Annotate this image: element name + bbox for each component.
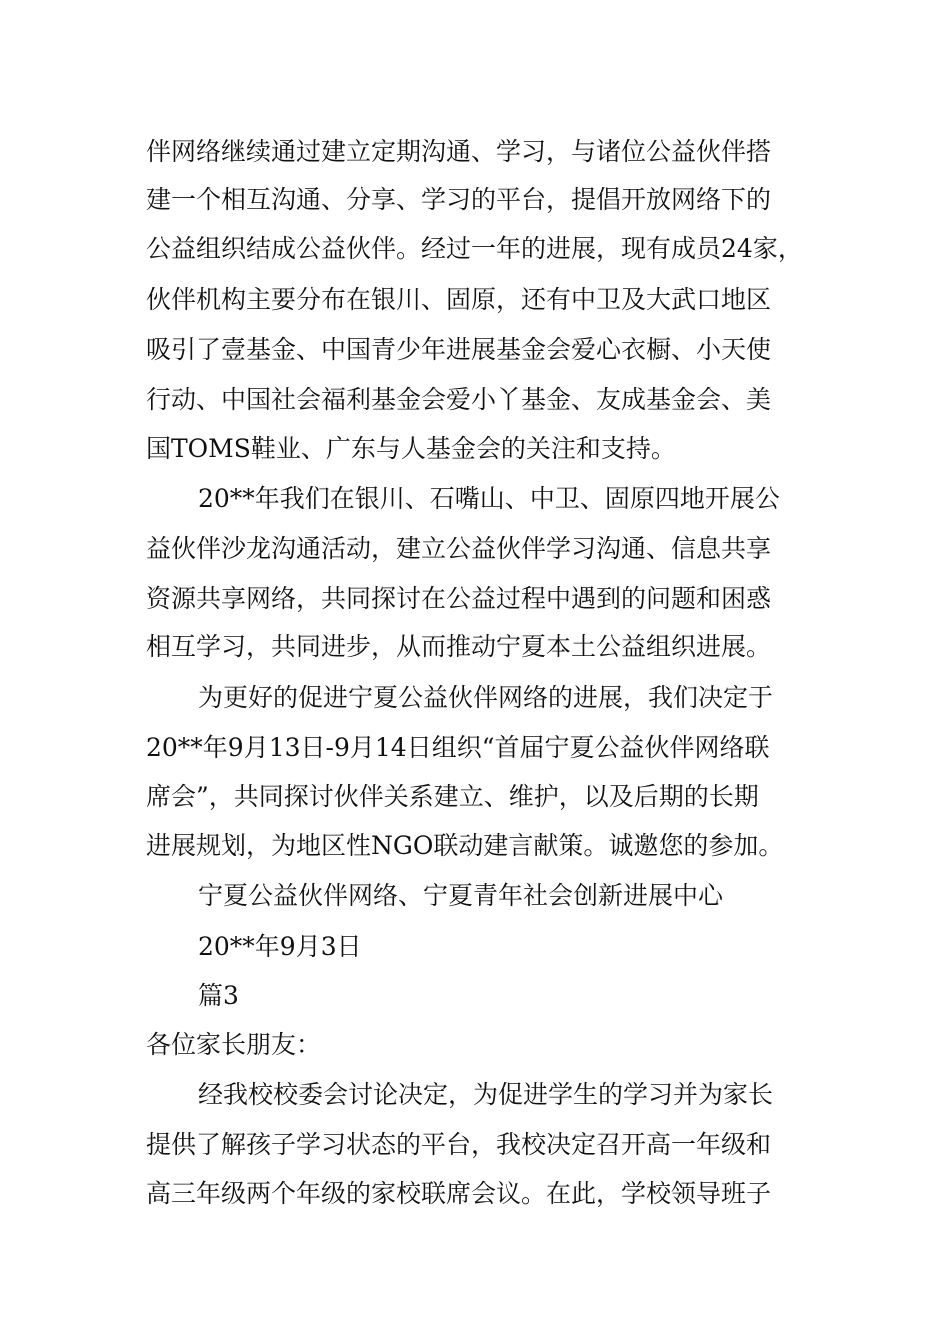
- section-heading: 篇3: [198, 981, 239, 1010]
- text-line: 提供了解孩子学习状态的平台，我校决定召开高一年级和: [146, 1130, 772, 1159]
- text-line: 20**年我们在银川、石嘴山、中卫、固原四地开展公: [198, 484, 780, 513]
- text-line: 伴网络继续通过建立定期沟通、学习，与诸位公益伙伴搭: [146, 137, 772, 166]
- text-line: 经我校校委会讨论决定，为促进学生的学习并为家长: [198, 1080, 774, 1109]
- text-line: 国TOMS鞋业、广东与人基金会的关注和支持。: [146, 434, 676, 463]
- text-line: 进展规划，为地区性NGO联动建言献策。诚邀您的参加。: [146, 831, 784, 860]
- text-line: 行动、中国社会福利基金会爱小丫基金、友成基金会、美: [146, 385, 772, 414]
- text-line: 吸引了壹基金、中国青少年进展基金会爱心衣橱、小天使: [146, 335, 772, 364]
- signature-line: 宁夏公益伙伴网络、宁夏青年社会创新进展中心: [198, 881, 724, 910]
- text-line: 席会”，共同探讨伙伴关系建立、维护，以及后期的长期: [146, 782, 759, 811]
- text-line: 伙伴机构主要分布在银川、固原，还有中卫及大武口地区: [146, 285, 772, 314]
- salutation: 各位家长朋友：: [146, 1030, 322, 1059]
- text-line: 建一个相互沟通、分享、学习的平台，提倡开放网络下的: [146, 185, 772, 214]
- date-line: 20**年9月3日: [198, 932, 362, 961]
- text-line: 20**年9月13日-9月14日组织“首届宁夏公益伙伴网络联: [146, 733, 770, 762]
- text-line: 为更好的促进宁夏公益伙伴网络的进展，我们决定于: [198, 683, 774, 712]
- text-line: 高三年级两个年级的家校联席会议。在此，学校领导班子: [146, 1179, 772, 1208]
- text-line: 资源共享网络，共同探讨在公益过程中遇到的问题和困惑: [146, 584, 772, 613]
- text-line: 益伙伴沙龙沟通活动，建立公益伙伴学习沟通、信息共享: [146, 534, 772, 563]
- text-line: 相互学习，共同进步，从而推动宁夏本土公益组织进展。: [146, 632, 772, 661]
- text-line: 公益组织结成公益伙伴。经过一年的进展，现有成员24家，: [146, 234, 803, 263]
